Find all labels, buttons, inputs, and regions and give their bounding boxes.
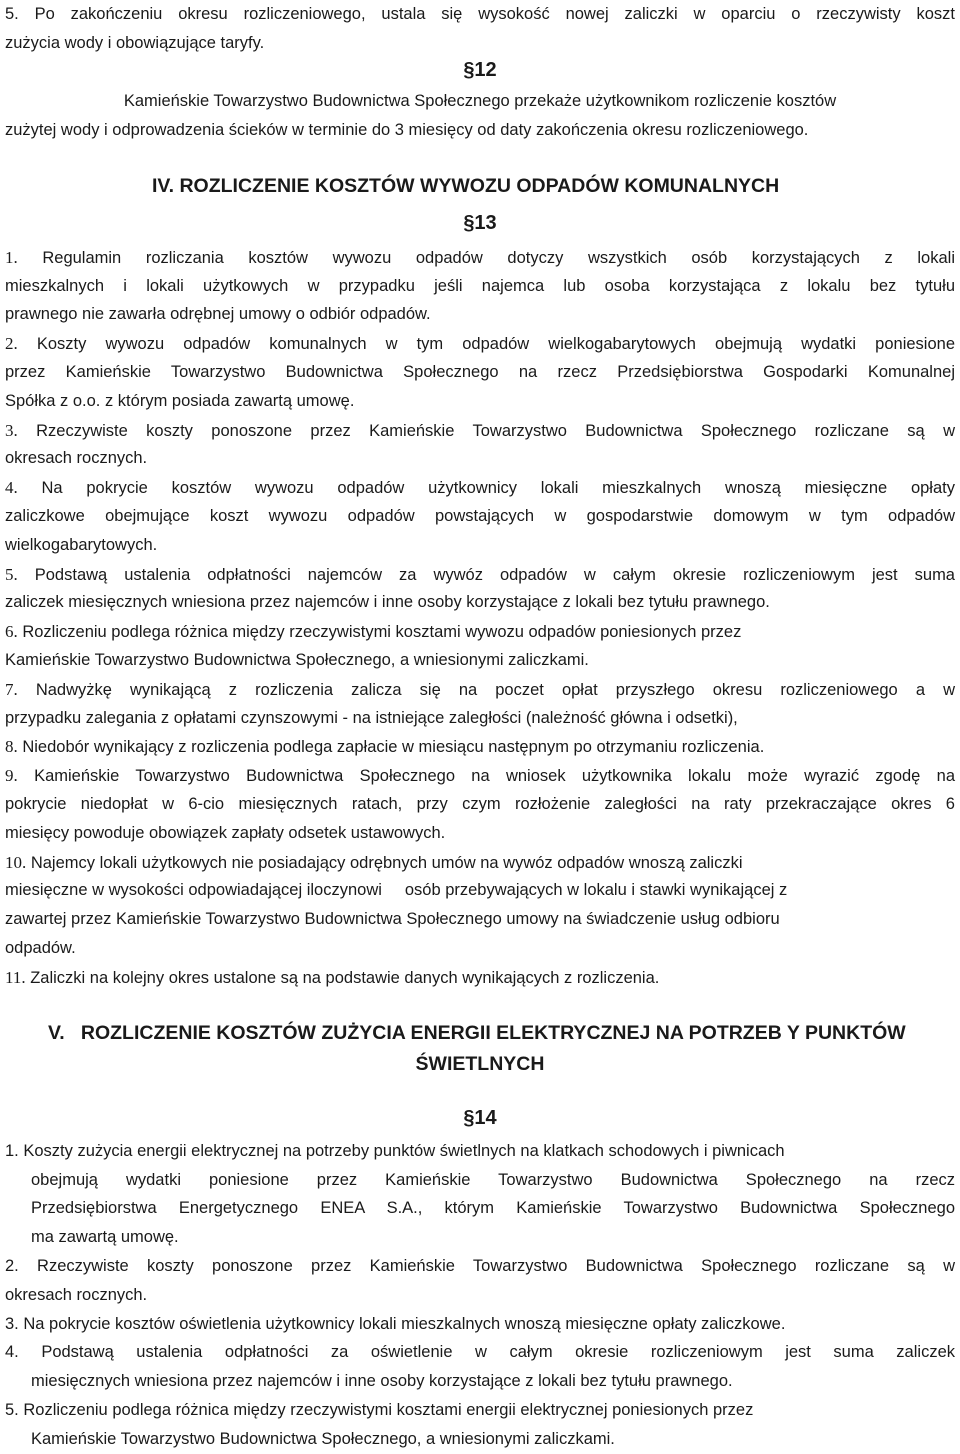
iv-item-3-line-1: 3. Rzeczywiste koszty ponoszone przez Kamieńskie Towarzystwo Budownictwa Społecznego rozliczane są w (5, 421, 955, 440)
section-12-line-1: Kamieńskie Towarzystwo Budownictwa Społecznego przekaże użytkownikom rozliczenie kosztów (123, 92, 837, 110)
v-item-1-line-2: obejmują wydatki poniesione przez Kamieńskie Towarzystwo Budownictwa Społecznego na rzecz (31, 1171, 955, 1189)
section-13-title: §13 (463, 212, 497, 234)
paragraph-5-line-1: 5. Po zakończeniu okresu rozliczeniowego, ustala się wysokość nowej zaliczki w oparciu o rzeczywisty koszt (5, 5, 955, 23)
iv-item-1-line-3: prawnego nie zawarła odrębnej umowy o odbiór odpadów. (5, 305, 431, 323)
iv-item-10-line-3: zawartej przez Kamieńskie Towarzystwo Budownictwa Społecznego umowy na świadczenie usług odbioru (5, 910, 780, 928)
iv-item-2-line-2: przez Kamieńskie Towarzystwo Budownictwa Społecznego na rzecz Przedsiębiorstwa Gospodarki Komunalnej (5, 363, 955, 381)
section-12-title: §12 (463, 59, 497, 81)
iv-item-7-line-2: przypadku zalegania z opłatami czynszowymi - na istniejące zaległości (należność główna i odsetki), (5, 709, 738, 727)
iv-item-11-line-1: 11. Zaliczki na kolejny okres ustalone są na podstawie danych wynikających z rozliczenia. (5, 968, 660, 987)
iv-item-9-line-3: miesięcy powoduje obowiązek zapłaty odsetek ustawowych. (5, 824, 446, 842)
iv-item-10-line-1: 10. Najemcy lokali użytkowych nie posiadający odrębnych umów na wywóz odpadów wnoszą zaliczki (5, 853, 743, 872)
v-item-1-line-3: Przedsiębiorstwa Energetycznego ENEA S.A., którym Kamieńskie Towarzystwo Budownictwa Społecznego (31, 1199, 955, 1217)
iv-item-1-line-1: 1. Regulamin rozliczania kosztów wywozu odpadów dotyczy wszystkich osób korzystających z lokali (5, 248, 955, 267)
v-item-3-line-1: 3. Na pokrycie kosztów oświetlenia użytkownicy lokali mieszkalnych wnoszą miesięczne opłaty zaliczkowe. (5, 1315, 786, 1333)
iv-item-9-line-2: pokrycie niedopłat w 6-cio miesięcznych ratach, przy czym rozłożenie zaległości na raty przekraczające okres 6 (5, 795, 955, 813)
section-12-line-2: zużytej wody i odprowadzenia ścieków w terminie do 3 miesięcy od daty zakończenia okresu rozliczeniowego. (5, 121, 809, 139)
iv-item-2-line-3: Spółka z o.o. z którym posiada zawartą umowę. (5, 392, 355, 410)
iv-item-10-line-2: miesięczne w wysokości odpowiadającej iloczynowi osób przebywających w lokalu i stawki wynikającej z (5, 881, 788, 899)
iv-item-9-line-1: 9. Kamieńskie Towarzystwo Budownictwa Społecznego na wniosek użytkownika lokalu może wyrazić zgodę na (5, 766, 956, 785)
iv-item-6-line-1: 6. Rozliczeniu podlega różnica między rzeczywistymi kosztami wywozu odpadów poniesionych przez (5, 622, 742, 641)
v-item-5-line-2: Kamieńskie Towarzystwo Budownictwa Społecznego, a wniesionymi zaliczkami. (31, 1430, 615, 1448)
v-item-4-line-2: miesięcznych wniesiona przez najemców i inne osoby korzystające z lokali bez tytułu prawnego. (31, 1372, 733, 1390)
iv-item-3-line-2: okresach rocznych. (5, 449, 148, 467)
v-item-2-line-1: 2. Rzeczywiste koszty ponoszone przez Kamieńskie Towarzystwo Budownictwa Społecznego rozliczane są w (5, 1257, 955, 1275)
v-item-4-line-1: 4. Podstawą ustalenia odpłatności za oświetlenie w całym okresie rozliczeniowym jest suma zaliczek (5, 1343, 955, 1361)
section-14-title: §14 (463, 1107, 497, 1129)
iv-item-1-line-2: mieszkalnych i lokali użytkowych w przypadku jeśli najemca lub osoba korzystająca z lokalu bez tytułu (5, 277, 955, 295)
iv-item-8-line-1: 8. Niedobór wynikający z rozliczenia podlega zapłacie w miesiącu następnym po otrzymaniu rozliczenia. (5, 737, 765, 756)
section-v-heading-line-1: V. ROZLICZENIE KOSZTÓW ZUŻYCIA ENERGII ELEKTRYCZNEJ NA POTRZEB Y PUNKTÓW (48, 1022, 906, 1044)
paragraph-5-line-2: zużycia wody i obowiązujące taryfy. (5, 34, 265, 52)
section-iv-heading: IV. ROZLICZENIE KOSZTÓW WYWOZU ODPADÓW KOMUNALNYCH (152, 175, 780, 197)
v-item-1-line-1: 1. Koszty zużycia energii elektrycznej na potrzeby punktów świetlnych na klatkach schodowych i piwnicach (5, 1142, 785, 1160)
iv-item-4-line-1: 4. Na pokrycie kosztów wywozu odpadów użytkownicy lokali mieszkalnych wnoszą miesięczne opłaty (5, 478, 955, 497)
v-item-2-line-2: okresach rocznych. (5, 1286, 148, 1304)
iv-item-5-line-2: zaliczek miesięcznych wniesiona przez najemców i inne osoby korzystające z lokali bez tytułu prawnego. (5, 593, 770, 611)
iv-item-5-line-1: 5. Podstawą ustalenia odpłatności najemców za wywóz odpadów w całym okresie rozliczeniowym jest suma (5, 565, 955, 584)
iv-item-6-line-2: Kamieńskie Towarzystwo Budownictwa Społecznego, a wniesionymi zaliczkami. (5, 651, 589, 669)
v-item-1-line-4: ma zawartą umowę. (31, 1228, 179, 1246)
iv-item-10-line-4: odpadów. (5, 939, 76, 957)
section-v-heading-line-2: ŚWIETLNYCH (415, 1053, 545, 1075)
iv-item-2-line-1: 2. Koszty wywozu odpadów komunalnych w tym odpadów wielkogabarytowych obejmują wydatki poniesione (5, 334, 955, 353)
iv-item-4-line-2: zaliczkowe obejmujące koszt wywozu odpadów powstających w gospodarstwie domowym w tym odpadów (5, 507, 955, 525)
iv-item-7-line-1: 7. Nadwyżkę wynikającą z rozliczenia zalicza się na poczet opłat przyszłego okresu rozliczeniowego a w (5, 680, 955, 699)
iv-item-4-line-3: wielkogabarytowych. (5, 536, 158, 554)
v-item-5-line-1: 5. Rozliczeniu podlega różnica między rzeczywistymi kosztami energii elektrycznej poniesionych przez (5, 1401, 754, 1419)
